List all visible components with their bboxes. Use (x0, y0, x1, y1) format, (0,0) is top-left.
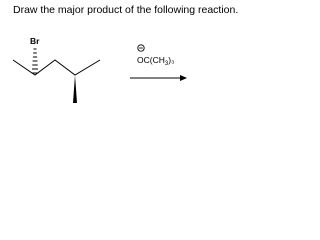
reagent-formula-main: OC(CH (137, 55, 165, 65)
reagent-formula (137, 55, 175, 69)
bromine-label: Br (30, 36, 40, 46)
reagent-formula-end: )₃ (168, 55, 175, 65)
hashed-wedge-bond (32, 49, 39, 73)
reaction-arrow (130, 75, 187, 81)
reagent-formula-subscript: 3 (164, 61, 169, 67)
question-text: Draw the major product of the following reaction. (13, 4, 239, 16)
solid-wedge-bond (73, 75, 77, 103)
negative-charge-icon (137, 44, 145, 52)
carbon-chain (13, 60, 100, 75)
